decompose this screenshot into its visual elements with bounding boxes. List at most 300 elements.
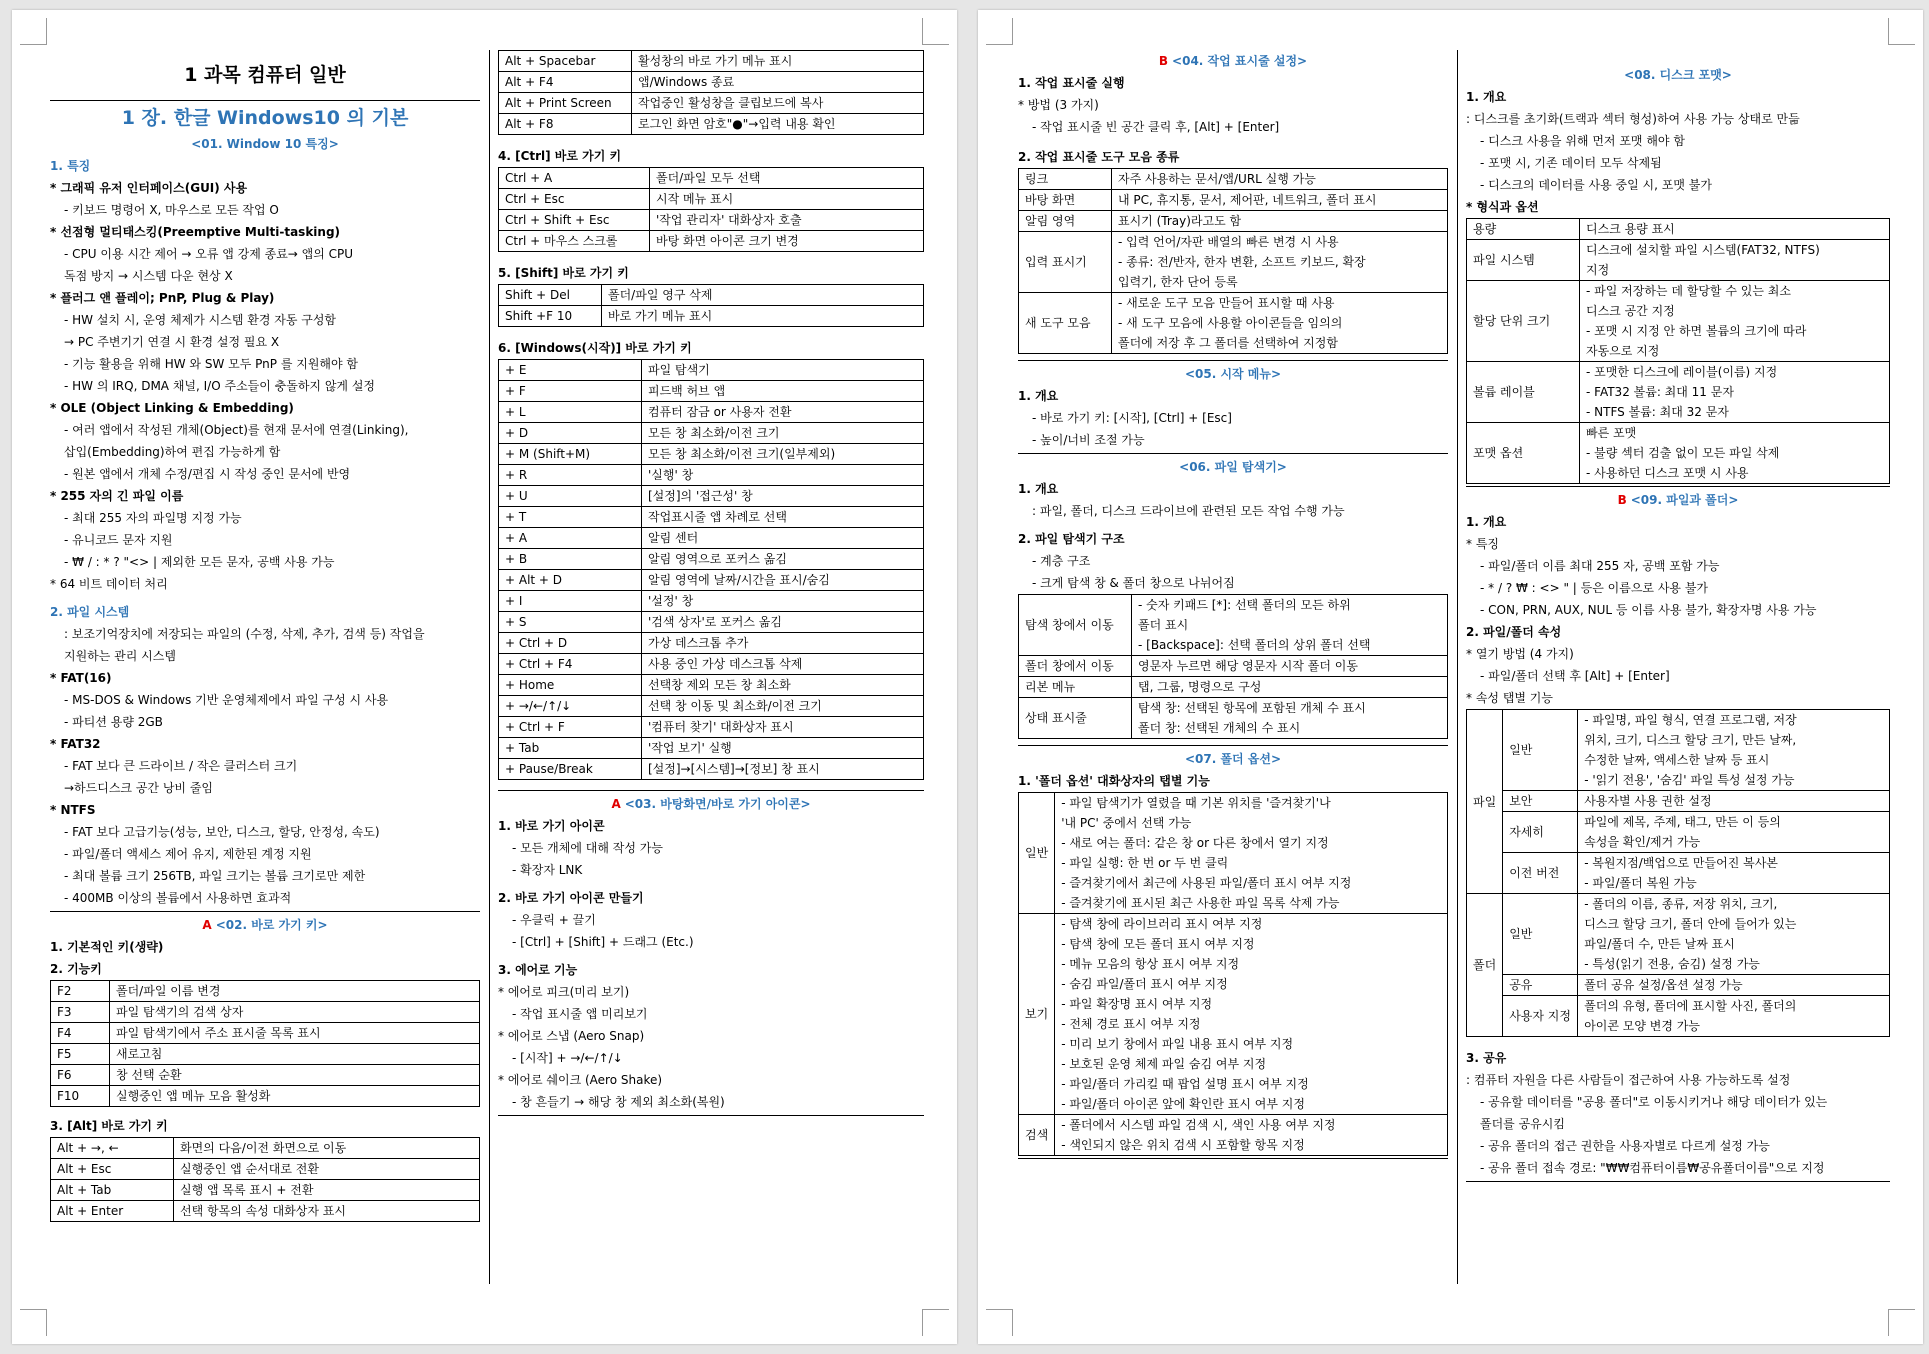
- value-cell: 선택 항목의 속성 대화상자 표시: [174, 1201, 480, 1222]
- section-title-text: <07. 폴더 옵션>: [1184, 752, 1282, 766]
- tab-cell: 일반: [1503, 894, 1578, 975]
- description-cell: [1112, 293, 1448, 354]
- table-row: [499, 738, 924, 759]
- term-cell: 일반: [1019, 793, 1055, 914]
- text-line: * 에어로 쉐이크 (Aero Shake): [498, 1073, 663, 1087]
- section-title: [1466, 489, 1890, 511]
- description-line: 폴더 창: 선택된 개체의 수 표시: [1138, 721, 1301, 735]
- description-line: - 즐겨찾기에서 최근에 사용된 파일/폴더 표시 여부 지정: [1061, 876, 1352, 890]
- tab-cell: 일반: [1503, 710, 1578, 791]
- feature-head: * 64 비트 데이터 처리: [50, 577, 168, 591]
- shortcut-table: [50, 1137, 480, 1222]
- table-row: [1019, 190, 1448, 211]
- key-cell: + Tab: [499, 738, 642, 759]
- key-cell: Alt + Tab: [51, 1180, 174, 1201]
- text-line: - 공유할 데이터를 "공용 폴더"로 이동시키거나 해당 데이터가 있는: [1480, 1095, 1828, 1109]
- value-cell: '컴퓨터 찾기' 대화상자 표시: [642, 717, 924, 738]
- description-line: 디스크 할당 크기, 폴더 안에 들어가 있는: [1584, 917, 1797, 931]
- description-line: 파일/폴더 수, 만든 날짜 표시: [1584, 937, 1735, 951]
- table-row: [499, 654, 924, 675]
- table-row: [51, 981, 480, 1002]
- heading: 1. 개요: [1018, 482, 1059, 496]
- description-cell: [1578, 975, 1890, 996]
- table-row: [499, 759, 924, 780]
- term-cell: 보기: [1019, 914, 1055, 1115]
- table-row: [499, 675, 924, 696]
- info-table: [1018, 168, 1448, 354]
- description-line: - 색인되지 않은 위치 검색 시 포함할 항목 지정: [1061, 1138, 1305, 1152]
- table-row: [51, 1180, 480, 1201]
- value-cell: 가상 데스크톱 추가: [642, 633, 924, 654]
- key-cell: + E: [499, 360, 642, 381]
- table-row: [499, 93, 924, 114]
- text-line: - CPU 이용 시간 제어 → 오류 앱 강제 종료→ 앱의 CPU: [64, 247, 354, 261]
- description-line: - 파일/폴더 복원 가능: [1584, 876, 1697, 890]
- spacer: [1018, 354, 1448, 358]
- description-line: 빠른 포맷: [1586, 426, 1637, 440]
- chapter-title: 1 장. 한글 Windows10 의 기본: [121, 107, 409, 129]
- table-row: [499, 210, 924, 231]
- info-table: [1018, 594, 1448, 739]
- text-line: * 에어로 피크(미리 보기): [498, 985, 630, 999]
- crop-mark: [986, 18, 1013, 45]
- table-row: [51, 1065, 480, 1086]
- text-line: - 확장자 LNK: [512, 863, 583, 877]
- shortcut-table: [498, 167, 924, 252]
- fs-head: * NTFS: [50, 803, 96, 817]
- text-line: - 모든 개체에 대해 작성 가능: [512, 841, 663, 855]
- description-cell: [1580, 362, 1890, 423]
- description-cell: [1112, 232, 1448, 293]
- key-cell: + L: [499, 402, 642, 423]
- description-cell: [1055, 1115, 1448, 1156]
- table-row: [1019, 793, 1448, 914]
- key-cell: + Ctrl + F: [499, 717, 642, 738]
- value-cell: [설정]→[시스템]→[정보] 창 표시: [642, 759, 924, 780]
- value-cell: 피드백 허브 앱: [642, 381, 924, 402]
- text-line: - FAT 보다 큰 드라이브 / 작은 클러스터 크기: [64, 759, 298, 773]
- shortcut-table: [498, 284, 924, 327]
- description-cell: [1578, 996, 1890, 1037]
- value-cell: 파일 탐색기: [642, 360, 924, 381]
- text-line: - 기능 활용을 위해 HW 와 SW 모두 PnP 를 지원해야 함: [64, 357, 359, 371]
- text-line: - 최대 255 자의 파일명 지정 가능: [64, 511, 242, 525]
- heading: 6. [Windows(시작)] 바로 가기 키: [498, 341, 692, 355]
- divider: [498, 1115, 924, 1116]
- description-line: - 파일/폴더 아이콘 앞에 확인란 표시 여부 지정: [1061, 1097, 1305, 1111]
- table-row: [1467, 975, 1890, 996]
- description-line: 폴더의 유형, 폴더에 표시할 사진, 폴더의: [1584, 999, 1797, 1013]
- text-line: - 디스크의 데이터를 사용 중일 시, 포맷 불가: [1480, 178, 1712, 192]
- key-cell: Alt + F8: [499, 114, 632, 135]
- description-line: 탐색 창: 선택된 항목에 포함된 개체 수 표시: [1138, 701, 1366, 715]
- table-row: [1467, 894, 1890, 975]
- description-line: - NTFS 볼륨: 최대 32 문자: [1586, 405, 1729, 419]
- document-page-1: [12, 10, 957, 1344]
- divider: [1466, 1181, 1890, 1182]
- table-row: [1467, 219, 1890, 240]
- value-cell: 사용 중인 가상 데스크톱 삭제: [642, 654, 924, 675]
- key-cell: + D: [499, 423, 642, 444]
- crop-mark: [20, 18, 47, 45]
- description-line: 디스크에 설치할 파일 시스템(FAT32, NTFS): [1586, 243, 1820, 257]
- value-cell: '작업 관리자' 대화상자 호출: [650, 210, 924, 231]
- description-line: '내 PC' 중에서 선택 가능: [1061, 816, 1192, 830]
- text-line: - 원본 앱에서 개체 수정/편집 시 작성 중인 문서에 반영: [64, 467, 351, 481]
- page1-column-left: [50, 50, 480, 1304]
- value-cell: 작업중인 활성창을 클립보드에 복사: [632, 93, 924, 114]
- description-cell: [1580, 423, 1890, 484]
- divider: [50, 100, 480, 101]
- description-cell: [1580, 240, 1890, 281]
- description-line: - '읽기 전용', '숨김' 파일 특성 설정 가능: [1584, 773, 1795, 787]
- heading: 1. 특징: [50, 159, 91, 173]
- key-cell: + U: [499, 486, 642, 507]
- table-row: [1019, 211, 1448, 232]
- page2-column-left: [1018, 50, 1448, 1304]
- crop-mark: [20, 1309, 47, 1336]
- text-line: - 높이/너비 조절 가능: [1032, 433, 1145, 447]
- description-cell: [1055, 914, 1448, 1115]
- key-cell: F5: [51, 1044, 110, 1065]
- value-cell: 모든 창 최소화/이전 크기(일부제외): [642, 444, 924, 465]
- spacer: [1018, 138, 1448, 146]
- divider: [498, 790, 924, 791]
- key-cell: Ctrl + Esc: [499, 189, 650, 210]
- text-line: - ₩ / : * ? "<> | 제외한 모든 문자, 공백 사용 가능: [64, 555, 335, 569]
- text-line: 폴더를 공유시킴: [1480, 1117, 1565, 1131]
- value-cell: 시작 메뉴 표시: [650, 189, 924, 210]
- table-row: [499, 717, 924, 738]
- description-cell: [1132, 677, 1448, 698]
- description-line: 표시기 (Tray)라고도 함: [1118, 214, 1242, 228]
- text-line: : 디스크를 초기화(트랙과 섹터 형성)하여 사용 가능 상태로 만듦: [1466, 112, 1800, 126]
- term-cell: 탐색 창에서 이동: [1019, 595, 1132, 656]
- text-line: - FAT 보다 고급기능(성능, 보안, 디스크, 할당, 안정성, 속도): [64, 825, 380, 839]
- table-row: [499, 189, 924, 210]
- description-cell: [1132, 656, 1448, 677]
- value-cell: 폴더/파일 모두 선택: [650, 168, 924, 189]
- key-cell: F4: [51, 1023, 110, 1044]
- value-cell: 알림 센터: [642, 528, 924, 549]
- section-title: [1018, 50, 1448, 72]
- heading: 2. 파일/폴더 속성: [1466, 625, 1562, 639]
- key-cell: F6: [51, 1065, 110, 1086]
- heading: 2. 기능키: [50, 962, 102, 976]
- table-row: [499, 360, 924, 381]
- heading: 2. 바로 가기 아이콘 만들기: [498, 891, 644, 905]
- key-cell: + Ctrl + F4: [499, 654, 642, 675]
- text-line: - 400MB 이상의 볼륨에서 사용하면 효과적: [64, 891, 292, 905]
- table-row: [51, 1086, 480, 1107]
- text-line: - 최대 볼륨 크기 256TB, 파일 크기는 볼륨 크기로만 제한: [64, 869, 366, 883]
- description-line: - 사용하던 디스크 포맷 시 사용: [1586, 466, 1749, 480]
- description-cell: [1132, 698, 1448, 739]
- section-title: [1018, 456, 1448, 478]
- table-row: [51, 1201, 480, 1222]
- section-title-text: <06. 파일 탐색기>: [1179, 460, 1287, 474]
- table-row: [499, 633, 924, 654]
- group-cell: 파일: [1467, 710, 1503, 894]
- table-row: [499, 114, 924, 135]
- section-title-text: <01. Window 10 특징>: [191, 137, 339, 151]
- table-row: [499, 231, 924, 252]
- text-line: → PC 주변기기 연결 시 환경 설정 필요 X: [64, 335, 280, 349]
- table-row: [499, 507, 924, 528]
- heading: 1. 바로 가기 아이콘: [498, 819, 605, 833]
- spacer: [50, 1107, 480, 1115]
- description-line: - 파일 저장하는 데 할당할 수 있는 최소: [1586, 284, 1791, 298]
- value-cell: 바탕 화면 아이콘 크기 변경: [650, 231, 924, 252]
- spacer: [50, 90, 480, 98]
- description-line: 파일에 제목, 주제, 태그, 만든 이 등의: [1584, 815, 1781, 829]
- text-line: - 파일/폴더 이름 최대 255 자, 공백 포함 가능: [1480, 559, 1720, 573]
- description-line: 폴더 공유 설정/옵션 설정 가능: [1584, 978, 1743, 992]
- value-cell: '작업 보기' 실행: [642, 738, 924, 759]
- value-cell: 실행중인 앱 메뉴 모음 활성화: [110, 1086, 480, 1107]
- key-cell: Shift +F 10: [499, 306, 602, 327]
- description-line: - 전체 경로 표시 여부 지정: [1061, 1017, 1201, 1031]
- heading: 1. 기본적인 키(생략): [50, 940, 164, 954]
- value-cell: 활성창의 바로 가기 메뉴 표시: [632, 51, 924, 72]
- key-cell: + B: [499, 549, 642, 570]
- term-cell: 용량: [1467, 219, 1580, 240]
- description-line: - 보호된 운영 체제 파일 숨김 여부 지정: [1061, 1057, 1267, 1071]
- term-cell: 바탕 화면: [1019, 190, 1112, 211]
- value-cell: 모든 창 최소화/이전 크기: [642, 423, 924, 444]
- table-row: [499, 168, 924, 189]
- key-cell: Ctrl + Shift + Esc: [499, 210, 650, 231]
- description-line: - 새로운 도구 모음 만들어 표시할 때 사용: [1118, 296, 1335, 310]
- description-line: - 파일 확장명 표시 여부 지정: [1061, 997, 1213, 1011]
- key-cell: + Alt + D: [499, 570, 642, 591]
- spacer: [498, 252, 924, 262]
- description-line: - 종류: 전/반자, 한자 변환, 소프트 키보드, 확장: [1118, 255, 1366, 269]
- key-cell: F2: [51, 981, 110, 1002]
- description-line: - 파일명, 파일 형식, 연결 프로그램, 저장: [1584, 713, 1797, 727]
- key-cell: + Ctrl + D: [499, 633, 642, 654]
- description-line: - 파일 탐색기가 열렸을 때 기본 위치를 '즐겨찾기'나: [1061, 796, 1331, 810]
- term-cell: 할당 단위 크기: [1467, 281, 1580, 362]
- table-row: [499, 381, 924, 402]
- fs-head: * FAT(16): [50, 671, 112, 685]
- info-table: [1466, 218, 1890, 484]
- description-line: - 즐겨찾기에 표시된 최근 사용한 파일 목록 삭제 가능: [1061, 896, 1340, 910]
- page2-column-right: [1466, 50, 1890, 1304]
- table-row: [1019, 914, 1448, 1115]
- table-row: [1019, 1115, 1448, 1156]
- crop-mark: [986, 1309, 1013, 1336]
- description-line: - 포맷한 디스크에 레이블(이름) 지정: [1586, 365, 1778, 379]
- page-title: 1 과목 컴퓨터 일반: [184, 64, 346, 86]
- table-row: [499, 570, 924, 591]
- description-line: - 새로 여는 폴더: 같은 창 or 다른 창에서 열기 지정: [1061, 836, 1329, 850]
- value-cell: 앱/Windows 종료: [632, 72, 924, 93]
- description-line: - 미리 보기 창에서 파일 내용 표시 여부 지정: [1061, 1037, 1294, 1051]
- text-line: * 에어로 스냅 (Aero Snap): [498, 1029, 645, 1043]
- section-title: [1018, 748, 1448, 770]
- heading: 3. 에어로 기능: [498, 963, 578, 977]
- key-cell: + →/←/↑/↓: [499, 696, 642, 717]
- key-cell: F3: [51, 1002, 110, 1023]
- description-line: - 폴더에서 시스템 파일 검색 시, 색인 사용 여부 지정: [1061, 1118, 1336, 1132]
- table-row: [499, 72, 924, 93]
- text-line: - 파일/폴더 액세스 제어 유지, 제한된 계정 지원: [64, 847, 312, 861]
- key-cell: + M (Shift+M): [499, 444, 642, 465]
- description-line: - 탐색 창에 모든 폴더 표시 여부 지정: [1061, 937, 1255, 951]
- text-line: * 특징: [1466, 537, 1499, 551]
- tab-cell: 자세히: [1503, 812, 1578, 853]
- text-line: 삽입(Embedding)하여 편집 가능하게 함: [64, 445, 281, 459]
- description-cell: [1112, 190, 1448, 211]
- text-line: - 여러 앱에서 작성된 개체(Object)를 현재 문서에 연결(Linking),: [64, 423, 409, 437]
- value-cell: '검색 상자'로 포커스 옮김: [642, 612, 924, 633]
- table-row: [1019, 677, 1448, 698]
- column-separator: [1457, 50, 1458, 1284]
- key-cell: Alt + Spacebar: [499, 51, 632, 72]
- description-line: - [Backspace]: 선택 폴더의 상위 폴더 선택: [1138, 638, 1371, 652]
- spacer: [1466, 50, 1890, 64]
- term-cell: 검색: [1019, 1115, 1055, 1156]
- value-cell: 새로고침: [110, 1044, 480, 1065]
- section-title-text: <09. 파일과 폴더>: [1630, 493, 1739, 507]
- text-line: 독점 방지 → 시스템 다운 현상 X: [64, 269, 233, 283]
- table-row: [499, 423, 924, 444]
- description-line: 영문자 누르면 해당 영문자 시작 폴더 이동: [1138, 659, 1358, 673]
- page1-column-right: [498, 50, 924, 1304]
- text-line: - 계층 구조: [1032, 554, 1091, 568]
- divider: [50, 911, 480, 912]
- value-cell: 폴더/파일 이름 변경: [110, 981, 480, 1002]
- table-row: [1019, 698, 1448, 739]
- spacer: [498, 135, 924, 145]
- text-line: - [시작] + →/←/↑/↓: [512, 1051, 623, 1065]
- tab-cell: 공유: [1503, 975, 1578, 996]
- text-line: - 포맷 시, 기존 데이터 모두 삭제됨: [1480, 156, 1662, 170]
- heading: 4. [Ctrl] 바로 가기 키: [498, 149, 622, 163]
- value-cell: 선택 창 이동 및 최소화/이전 크기: [642, 696, 924, 717]
- crop-mark: [922, 18, 949, 45]
- section-title: [498, 793, 924, 815]
- table-row: [1467, 853, 1890, 894]
- divider: [1018, 745, 1448, 746]
- description-line: - 숨김 파일/폴더 표시 여부 지정: [1061, 977, 1228, 991]
- table-row: [1467, 996, 1890, 1037]
- value-cell: '설정' 창: [642, 591, 924, 612]
- description-cell: [1578, 812, 1890, 853]
- value-cell: 실행 앱 목록 표시 + 전환: [174, 1180, 480, 1201]
- key-cell: + A: [499, 528, 642, 549]
- key-cell: + Home: [499, 675, 642, 696]
- section-title-text: <04. 작업 표시줄 설정>: [1172, 54, 1308, 68]
- heading: 1. 개요: [1018, 389, 1059, 403]
- key-cell: + I: [499, 591, 642, 612]
- value-cell: 컴퓨터 잠금 or 사용자 전환: [642, 402, 924, 423]
- crop-mark: [1888, 1309, 1915, 1336]
- term-cell: 볼륨 레이블: [1467, 362, 1580, 423]
- description-cell: [1578, 853, 1890, 894]
- term-cell: 리본 메뉴: [1019, 677, 1132, 698]
- divider: [1018, 1158, 1448, 1159]
- key-cell: Ctrl + A: [499, 168, 650, 189]
- feature-head: * 플러그 앤 플레이; PnP, Plug & Play): [50, 291, 275, 305]
- text-line: - 공유 폴더의 접근 권한을 사용자별로 다르게 설정 가능: [1480, 1139, 1770, 1153]
- description-line: - 복원지점/백업으로 만들어진 복사본: [1584, 856, 1778, 870]
- key-cell: + T: [499, 507, 642, 528]
- description-line: - 메뉴 모음의 항상 표시 여부 지정: [1061, 957, 1240, 971]
- key-cell: + R: [499, 465, 642, 486]
- text-line: 지원하는 관리 시스템: [64, 649, 176, 663]
- key-cell: Ctrl + 마우스 스크롤: [499, 231, 650, 252]
- description-line: 수정한 날짜, 액세스한 날짜 등 표시: [1584, 753, 1770, 767]
- term-cell: 파일 시스템: [1467, 240, 1580, 281]
- description-line: - 파일 실행: 한 번 or 두 번 클릭: [1061, 856, 1229, 870]
- table-row: [499, 285, 924, 306]
- value-cell: 화면의 다음/이전 화면으로 이동: [174, 1138, 480, 1159]
- tab-cell: 보안: [1503, 791, 1578, 812]
- table-row: [1019, 232, 1448, 293]
- value-cell: 파일 탐색기에서 주소 표시줄 목록 표시: [110, 1023, 480, 1044]
- key-cell: Alt + Enter: [51, 1201, 174, 1222]
- crop-mark: [1888, 18, 1915, 45]
- table-row: [51, 1159, 480, 1180]
- heading: 3. [Alt] 바로 가기 키: [50, 1119, 168, 1133]
- description-line: 자동으로 지정: [1586, 344, 1660, 358]
- heading: 1. 개요: [1466, 90, 1507, 104]
- table-row: [1467, 423, 1890, 484]
- description-line: - 파일/폴더 가리킬 때 팝업 설명 표시 여부 지정: [1061, 1077, 1309, 1091]
- crop-mark: [922, 1309, 949, 1336]
- text-line: - HW 의 IRQ, DMA 채널, I/O 주소들이 충돌하지 않게 설정: [64, 379, 376, 393]
- description-line: 위치, 크기, 디스크 할당 크기, 만든 날짜,: [1584, 733, 1797, 747]
- value-cell: 알림 영역으로 포커스 옮김: [642, 549, 924, 570]
- heading: 5. [Shift] 바로 가기 키: [498, 266, 629, 280]
- shortcut-table: [498, 50, 924, 135]
- table-row: [1467, 791, 1890, 812]
- description-line: - 탐색 창에 라이브러리 표시 여부 지정: [1061, 917, 1263, 931]
- section-title: [1018, 363, 1448, 385]
- description-line: 탭, 그룹, 명령으로 구성: [1138, 680, 1262, 694]
- table-row: [51, 1023, 480, 1044]
- key-cell: Alt + Print Screen: [499, 93, 632, 114]
- value-cell: 바로 가기 메뉴 표시: [602, 306, 924, 327]
- value-cell: 파일 탐색기의 검색 상자: [110, 1002, 480, 1023]
- description-cell: [1578, 710, 1890, 791]
- text-line: - [Ctrl] + [Shift] + 드래그 (Etc.): [512, 935, 694, 949]
- key-cell: + Pause/Break: [499, 759, 642, 780]
- description-cell: [1112, 211, 1448, 232]
- section-mark: B: [1158, 54, 1169, 68]
- heading: 1. '폴더 옵션' 대화상자의 탭별 기능: [1018, 774, 1210, 788]
- description-cell: [1578, 894, 1890, 975]
- section-title: [50, 133, 480, 155]
- value-cell: 실행중인 앱 순서대로 전환: [174, 1159, 480, 1180]
- table-row: [1467, 710, 1890, 791]
- value-cell: 창 선택 순환: [110, 1065, 480, 1086]
- table-row: [499, 51, 924, 72]
- text-line: →하드디스크 공간 낭비 줄임: [64, 781, 214, 795]
- table-row: [51, 1002, 480, 1023]
- table-row: [499, 402, 924, 423]
- text-line: : 컴퓨터 자원을 다른 사람들이 접근하여 사용 가능하도록 설정: [1466, 1073, 1791, 1087]
- description-line: 폴더 표시: [1138, 618, 1189, 632]
- description-line: 사용자별 사용 권한 설정: [1584, 794, 1712, 808]
- section-mark: A: [202, 918, 212, 932]
- table-row: [51, 1044, 480, 1065]
- text-line: - HW 설치 시, 운영 체제가 시스템 환경 자동 구성함: [64, 313, 337, 327]
- description-line: 폴더에 저장 후 그 폴더를 선택하여 지정함: [1118, 336, 1338, 350]
- description-cell: [1132, 595, 1448, 656]
